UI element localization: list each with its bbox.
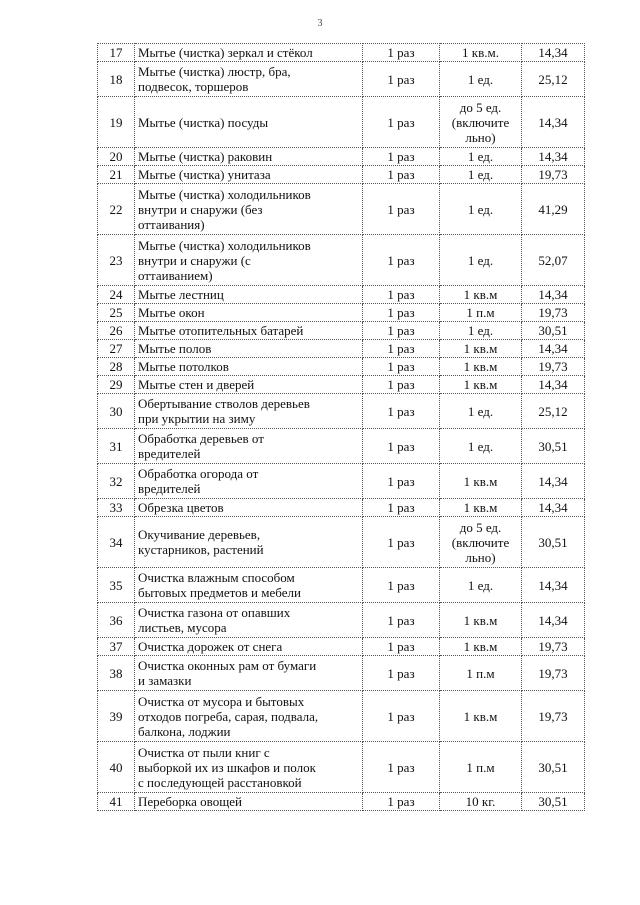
row-number-text: 29 [109,377,123,392]
service-name-text: Обертывание стволов деревьев при укрытии на зиму [138,396,310,426]
unit-text: 1 ед. [467,71,494,87]
service-name-text: Обработка деревьев от вредителей [138,431,264,461]
row-number-text: 23 [109,252,123,268]
row-number-cell [98,44,135,62]
service-name-text: Очистка дорожек от снега [138,639,283,654]
unit-cell [440,358,522,376]
frequency-text: 1 раз [387,665,415,681]
service-name-cell [135,394,363,429]
unit-cell [440,394,522,429]
unit-text: 1 ед. [467,167,494,182]
frequency-text: 1 раз [387,287,415,302]
price-cell [522,499,585,517]
row-number-cell [98,97,135,148]
row-number-cell [98,656,135,691]
row-number-text: 17 [109,45,123,60]
frequency-text: 1 раз [387,438,415,454]
table-row [98,793,585,811]
row-number-text: 22 [109,201,123,217]
row-number-text: 24 [109,287,123,302]
frequency-cell [363,638,440,656]
price-text: 30,51 [538,794,568,809]
row-number-cell [98,464,135,499]
row-number-text: 41 [109,794,123,809]
unit-text: 1 ед. [467,149,494,164]
price-text: 19,73 [538,305,568,320]
frequency-text: 1 раз [387,359,415,374]
frequency-text: 1 раз [387,71,415,87]
unit-cell [440,376,522,394]
table-row [98,235,585,286]
unit-cell [440,638,522,656]
service-name-cell [135,148,363,166]
service-name-text: Мытье стен и дверей [138,377,255,392]
unit-text: 1 кв.м [463,708,498,724]
frequency-text: 1 раз [387,252,415,268]
row-number-text: 31 [109,438,123,454]
row-number-text: 39 [109,708,123,724]
frequency-cell [363,62,440,97]
row-number-text: 21 [109,167,123,182]
row-number-cell [98,603,135,638]
service-name-cell [135,286,363,304]
table-row [98,148,585,166]
row-number-cell [98,322,135,340]
unit-cell [440,691,522,742]
row-number-cell [98,793,135,811]
row-number-cell [98,358,135,376]
unit-cell [440,517,522,568]
frequency-cell [363,499,440,517]
frequency-text: 1 раз [387,149,415,164]
service-name-text: Мытье окон [138,305,205,320]
price-cell [522,742,585,793]
price-cell [522,340,585,358]
price-text: 19,73 [538,665,568,681]
unit-cell [440,166,522,184]
row-number-cell [98,568,135,603]
unit-cell [440,322,522,340]
table-row [98,394,585,429]
price-cell [522,793,585,811]
service-name-cell [135,322,363,340]
price-cell [522,464,585,499]
row-number-cell [98,638,135,656]
service-name-cell [135,304,363,322]
service-name-cell [135,44,363,62]
frequency-cell [363,44,440,62]
table-row [98,638,585,656]
service-name-text: Очистка влажным способом бытовых предметов и мебели [138,570,301,600]
table-row [98,656,585,691]
row-number-cell [98,691,135,742]
price-text: 25,12 [538,403,568,419]
service-name-cell [135,97,363,148]
unit-text: 1 кв.м [463,341,498,356]
service-name-cell [135,62,363,97]
price-cell [522,235,585,286]
frequency-text: 1 раз [387,639,415,654]
unit-cell [440,286,522,304]
service-name-text: Мытье лестниц [138,287,224,302]
price-text: 14,34 [538,341,568,356]
page-number: 3 [317,18,323,29]
frequency-cell [363,358,440,376]
unit-text: 1 п.м [466,759,495,775]
unit-text: 1 п.м [466,305,495,320]
price-cell [522,148,585,166]
service-name-text: Очистка от пыли книг с выборкой их из шкафов и полок с последующей расстановкой [138,744,316,790]
price-text: 14,34 [538,500,568,515]
service-name-cell [135,517,363,568]
service-name-text: Мытье (чистка) раковин [138,149,273,164]
price-cell [522,322,585,340]
unit-text: 1 кв.м. [462,45,499,60]
frequency-text: 1 раз [387,534,415,550]
table-body [98,44,585,811]
frequency-text: 1 раз [387,794,415,809]
service-name-text: Мытье полов [138,341,212,356]
table-row [98,568,585,603]
frequency-text: 1 раз [387,759,415,775]
price-text: 41,29 [538,201,568,217]
frequency-text: 1 раз [387,377,415,392]
unit-text: до 5 ед. (включите льно) [451,99,510,145]
service-name-text: Мытье потолков [138,359,229,374]
service-name-cell [135,638,363,656]
unit-text: 10 кг. [465,794,496,809]
unit-text: 1 ед. [467,438,494,454]
table-row [98,603,585,638]
table-row [98,464,585,499]
price-cell [522,97,585,148]
price-cell [522,638,585,656]
table-row [98,286,585,304]
price-cell [522,286,585,304]
service-name-cell [135,656,363,691]
frequency-cell [363,568,440,603]
service-name-text: Мытье (чистка) зеркал и стёкол [138,45,313,60]
price-text: 19,73 [538,167,568,182]
service-name-cell [135,742,363,793]
row-number-cell [98,286,135,304]
service-name-cell [135,464,363,499]
frequency-cell [363,394,440,429]
service-name-text: Окучивание деревьев, кустарников, растений [138,527,264,557]
row-number-text: 28 [109,359,123,374]
unit-cell [440,235,522,286]
price-text: 30,51 [538,534,568,550]
service-name-cell [135,691,363,742]
price-text: 14,34 [538,114,568,130]
frequency-text: 1 раз [387,201,415,217]
price-text: 30,51 [538,759,568,775]
price-text: 14,34 [538,473,568,489]
row-number-text: 18 [109,71,123,87]
unit-text: 1 кв.м [463,612,498,628]
service-name-text: Мытье (чистка) холодильников внутри и снаружи (с оттаиванием) [138,237,311,283]
frequency-cell [363,464,440,499]
frequency-cell [363,322,440,340]
frequency-text: 1 раз [387,500,415,515]
unit-text: 1 кв.м [463,500,498,515]
row-number-text: 37 [109,639,123,654]
price-text: 14,34 [538,149,568,164]
frequency-cell [363,793,440,811]
unit-cell [440,429,522,464]
frequency-text: 1 раз [387,612,415,628]
unit-text: 1 ед. [467,323,494,338]
price-text: 14,34 [538,577,568,593]
frequency-cell [363,166,440,184]
table-row [98,322,585,340]
unit-cell [440,44,522,62]
unit-cell [440,656,522,691]
row-number-text: 40 [109,759,123,775]
service-name-cell [135,184,363,235]
unit-cell [440,340,522,358]
unit-cell [440,793,522,811]
price-cell [522,517,585,568]
unit-text: 1 ед. [467,577,494,593]
service-name-text: Очистка от мусора и бытовых отходов погреба, сарая, подвала, балкона, лоджии [138,693,319,739]
price-text: 30,51 [538,438,568,454]
frequency-text: 1 раз [387,323,415,338]
frequency-cell [363,148,440,166]
table-row [98,517,585,568]
frequency-cell [363,304,440,322]
service-name-text: Мытье (чистка) люстр, бра, подвесок, торшеров [138,64,291,94]
frequency-cell [363,97,440,148]
table-row [98,44,585,62]
frequency-cell [363,742,440,793]
service-name-cell [135,376,363,394]
price-cell [522,166,585,184]
price-text: 25,12 [538,71,568,87]
row-number-text: 25 [109,305,123,320]
row-number-text: 19 [109,114,123,130]
unit-text: 1 кв.м [463,473,498,489]
service-name-text: Мытье отопительных батарей [138,323,304,338]
price-text: 19,73 [538,639,568,654]
price-text: 14,34 [538,377,568,392]
unit-cell [440,304,522,322]
table-row [98,691,585,742]
row-number-text: 26 [109,323,123,338]
frequency-cell [363,603,440,638]
frequency-cell [363,691,440,742]
row-number-cell [98,235,135,286]
unit-cell [440,499,522,517]
row-number-cell [98,742,135,793]
frequency-cell [363,235,440,286]
service-name-cell [135,568,363,603]
row-number-cell [98,517,135,568]
price-text: 14,34 [538,612,568,628]
row-number-cell [98,340,135,358]
service-name-text: Мытье (чистка) посуды [138,114,269,130]
service-name-cell [135,235,363,286]
row-number-text: 32 [109,473,123,489]
service-name-cell [135,429,363,464]
frequency-cell [363,656,440,691]
frequency-text: 1 раз [387,114,415,130]
price-cell [522,568,585,603]
unit-text: 1 кв.м [463,287,498,302]
price-cell [522,656,585,691]
row-number-cell [98,429,135,464]
row-number-text: 38 [109,665,123,681]
service-name-text: Переборка овощей [138,794,242,809]
row-number-text: 20 [109,149,123,164]
unit-cell [440,97,522,148]
price-cell [522,184,585,235]
table-row [98,429,585,464]
price-cell [522,376,585,394]
unit-text: 1 п.м [466,665,495,681]
unit-cell [440,742,522,793]
unit-cell [440,184,522,235]
row-number-cell [98,148,135,166]
frequency-text: 1 раз [387,167,415,182]
frequency-cell [363,376,440,394]
price-text: 30,51 [538,323,568,338]
row-number-cell [98,184,135,235]
price-cell [522,44,585,62]
services-price-table [97,43,585,811]
unit-cell [440,62,522,97]
table-row [98,376,585,394]
service-name-cell [135,358,363,376]
table-row [98,358,585,376]
unit-text: 1 ед. [467,201,494,217]
price-cell [522,429,585,464]
row-number-cell [98,394,135,429]
price-cell [522,62,585,97]
table-row [98,166,585,184]
table-row [98,742,585,793]
service-name-text: Очистка газона от опавших листьев, мусора [138,605,291,635]
table-row [98,97,585,148]
price-text: 19,73 [538,359,568,374]
row-number-text: 36 [109,612,123,628]
service-name-cell [135,340,363,358]
price-cell [522,603,585,638]
frequency-text: 1 раз [387,473,415,489]
row-number-text: 35 [109,577,123,593]
price-text: 19,73 [538,708,568,724]
frequency-cell [363,517,440,568]
service-name-text: Очистка оконных рам от бумаги и замазки [138,658,317,688]
table-row [98,304,585,322]
service-name-cell [135,499,363,517]
frequency-cell [363,340,440,358]
frequency-cell [363,184,440,235]
unit-cell [440,568,522,603]
frequency-text: 1 раз [387,45,415,60]
row-number-cell [98,62,135,97]
price-cell [522,691,585,742]
row-number-text: 27 [109,341,123,356]
frequency-text: 1 раз [387,577,415,593]
unit-cell [440,464,522,499]
frequency-text: 1 раз [387,403,415,419]
row-number-cell [98,376,135,394]
table-row [98,340,585,358]
unit-cell [440,603,522,638]
service-name-text: Обработка огорода от вредителей [138,466,259,496]
price-cell [522,304,585,322]
price-text: 14,34 [538,45,568,60]
unit-text: 1 кв.м [463,359,498,374]
service-name-cell [135,603,363,638]
price-text: 14,34 [538,287,568,302]
price-text: 52,07 [538,252,568,268]
service-name-cell [135,793,363,811]
price-cell [522,358,585,376]
service-name-text: Мытье (чистка) холодильников внутри и снаружи (без оттаивания) [138,186,311,232]
row-number-cell [98,304,135,322]
unit-text: 1 ед. [467,403,494,419]
row-number-text: 33 [109,500,123,515]
row-number-cell [98,499,135,517]
service-name-cell [135,166,363,184]
price-cell [522,394,585,429]
frequency-text: 1 раз [387,341,415,356]
row-number-text: 34 [109,534,123,550]
service-name-text: Мытье (чистка) унитаза [138,167,271,182]
unit-text: 1 ед. [467,252,494,268]
service-name-text: Обрезка цветов [138,500,224,515]
row-number-cell [98,166,135,184]
unit-cell [440,148,522,166]
frequency-cell [363,429,440,464]
unit-text: 1 кв.м [463,377,498,392]
table-row [98,62,585,97]
row-number-text: 30 [109,403,123,419]
unit-text: 1 кв.м [463,639,498,654]
frequency-cell [363,286,440,304]
frequency-text: 1 раз [387,708,415,724]
table-row [98,499,585,517]
frequency-text: 1 раз [387,305,415,320]
unit-text: до 5 ед. (включите льно) [451,519,510,565]
table-row [98,184,585,235]
